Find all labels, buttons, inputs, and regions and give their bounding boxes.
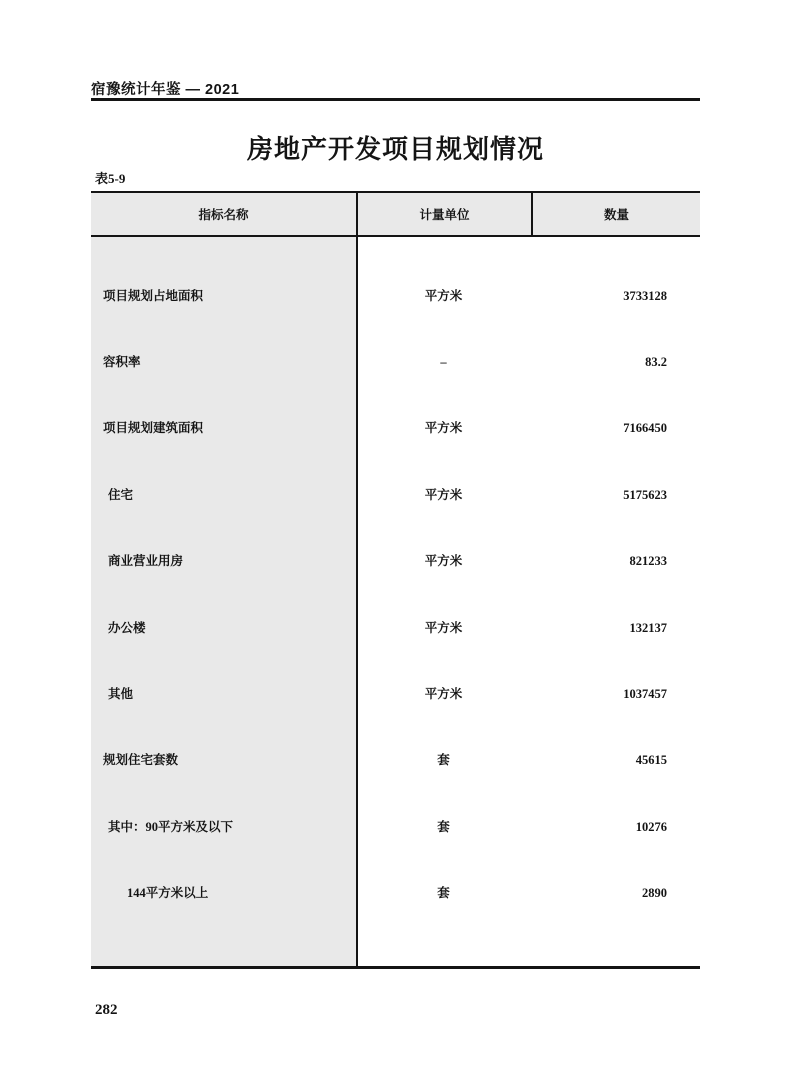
value-cell: 83.2 (645, 355, 667, 370)
value-cell: 45615 (635, 753, 667, 768)
value-cell: 132137 (629, 620, 667, 635)
column-header-quantity: 数量 (531, 193, 700, 235)
value-cell: 2890 (642, 886, 667, 901)
table-row (91, 794, 700, 860)
indicator-cell: 办公楼 (108, 620, 146, 635)
yearbook-header: 宿豫统计年鉴 — 2021 (91, 82, 240, 98)
indicator-cell: 容积率 (103, 355, 141, 370)
table-row (91, 595, 700, 661)
indicator-cell: 规划住宅套数 (103, 753, 179, 768)
indicator-cell: 其他 (108, 687, 134, 702)
table-row (91, 462, 700, 528)
indicator-cell: 项目规划建筑面积 (103, 421, 204, 436)
value-cell: 7166450 (623, 421, 667, 436)
column-header-indicator: 指标名称 (198, 208, 249, 222)
header-rule (91, 98, 700, 101)
indicator-cell: 其中：90平方米及以下 (108, 819, 234, 834)
unit-cell: 套 (437, 819, 450, 834)
table-row (91, 861, 700, 927)
table-row (91, 661, 700, 727)
unit-cell: – (440, 355, 447, 370)
table-row (91, 728, 700, 794)
unit-cell: 平方米 (424, 687, 463, 702)
table-header-row (91, 193, 700, 237)
unit-cell: 平方米 (424, 554, 463, 569)
table-row (91, 329, 700, 395)
value-cell: 10276 (635, 819, 667, 834)
value-cell: 1037457 (623, 687, 667, 702)
unit-cell: 平方米 (424, 421, 463, 436)
column-header-unit: 计量单位 (356, 193, 531, 235)
indicator-cell: 商业营业用房 (108, 554, 184, 569)
table-number-label: 表5-9 (95, 171, 126, 186)
table-row (91, 529, 700, 595)
table-row (91, 396, 700, 462)
indicator-cell: 144平方米以上 (127, 886, 209, 901)
table-row (91, 263, 700, 329)
page-title: 房地产开发项目规划情况 (246, 135, 544, 164)
unit-cell: 平方米 (424, 487, 463, 502)
table-body (91, 237, 700, 966)
unit-cell: 平方米 (424, 620, 463, 635)
unit-cell: 平方米 (424, 288, 463, 303)
unit-cell: 套 (437, 753, 450, 768)
unit-cell: 套 (437, 886, 450, 901)
value-cell: 821233 (629, 554, 667, 569)
page-number: 282 (95, 1002, 118, 1018)
statistics-table (91, 191, 700, 969)
indicator-cell: 项目规划占地面积 (103, 288, 204, 303)
value-cell: 5175623 (623, 487, 667, 502)
indicator-cell: 住宅 (108, 487, 134, 502)
value-cell: 3733128 (623, 288, 667, 303)
